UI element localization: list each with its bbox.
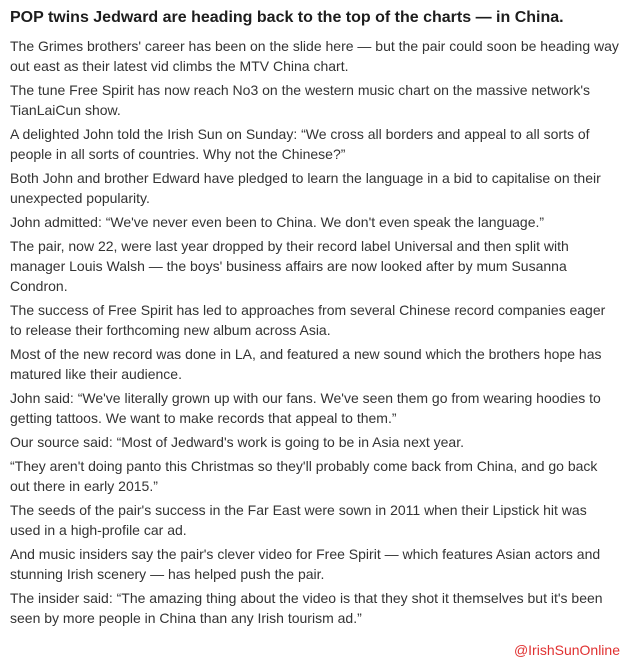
article-paragraph: Our source said: “Most of Jedward's work is going to be in Asia next year.	[10, 434, 464, 450]
article-paragraph: And music insiders say the pair's clever video for Free Spirit — which features Asian actors and stunning Irish scenery — has helped push the pair.	[10, 546, 601, 582]
twitter-handle-link[interactable]: @IrishSunOnline	[513, 642, 620, 658]
article-headline: POP twins Jedward are heading back to the top of the charts — in China.	[10, 9, 564, 26]
article-paragraph: The pair, now 22, were last year dropped by their record label Universal and then split with manager Louis Walsh — the boys' business affairs are now looked after by mum Susanna Condron.	[10, 238, 569, 294]
article-paragraph: The insider said: “The amazing thing about the video is that they shot it themselves but it's been seen by more people in China than any Irish tourism ad.”	[10, 590, 603, 626]
article-paragraph: The seeds of the pair's success in the Far East were sown in 2011 when their Lipstick hit was used in a high-profile car ad.	[10, 502, 587, 538]
article-paragraph: Most of the new record was done in LA, and featured a new sound which the brothers hope has matured like their audience.	[10, 346, 602, 382]
article-paragraph: Both John and brother Edward have pledged to learn the language in a bid to capitalise on their unexpected popularity.	[10, 170, 601, 206]
article-paragraph: A delighted John told the Irish Sun on Sunday: “We cross all borders and appeal to all sorts of people in all sorts of countries. Why not the Chinese?”	[10, 126, 590, 162]
article-paragraph: The Grimes brothers' career has been on the slide here — but the pair could soon be heading way out east as their latest vid climbs the MTV China chart.	[10, 38, 619, 74]
article-paragraph: The success of Free Spirit has led to approaches from several Chinese record companies eager to release their forthcoming new album across Asia.	[10, 302, 606, 338]
article-paragraph: John said: “We've literally grown up with our fans. We've seen them go from wearing hoodies to getting tattoos. We want to make records that appeal to them.”	[10, 390, 601, 426]
article-paragraph: “They aren't doing panto this Christmas so they'll probably come back from China, and go back out there in early 2015.”	[10, 458, 598, 494]
article-paragraph: The tune Free Spirit has now reach No3 on the western music chart on the massive network's TianLaiCun show.	[10, 82, 591, 118]
article-paragraph: John admitted: “We've never even been to China. We don't even speak the language.”	[10, 214, 545, 230]
